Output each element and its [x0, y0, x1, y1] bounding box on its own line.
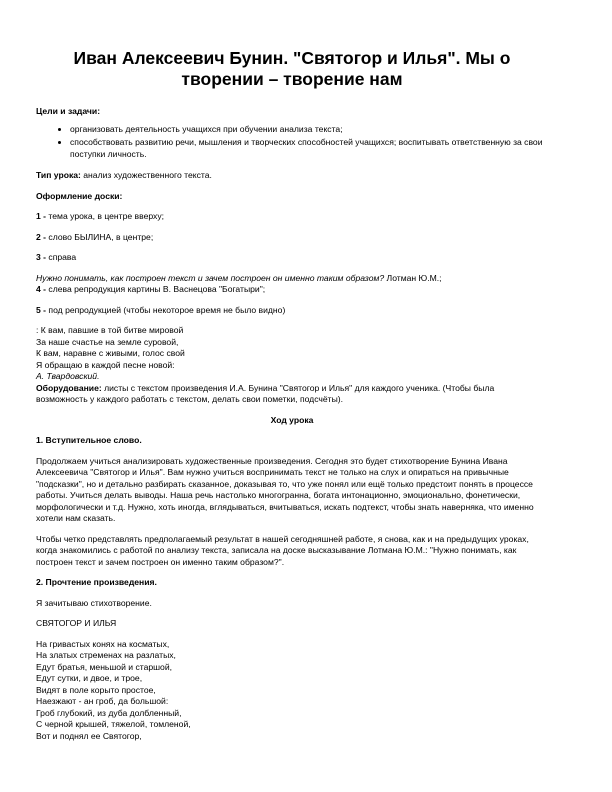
equipment-text: листы с текстом произведения И.А. Бунина "Святогор и Илья" для каждого ученика. (Чтобы была возможность у каждого работать с текстом, делать свои пометки, подсчёты).: [36, 382, 495, 404]
epigraph-line: : К вам, павшие в той битве мировой: [36, 325, 184, 335]
section-heading: 2. Прочтение произведения.: [36, 577, 157, 587]
paragraph: Я зачитываю стихотворение.: [36, 597, 152, 608]
equipment: [36, 383, 548, 406]
board-item: [36, 252, 548, 264]
epigraph-line: К вам, наравне с живыми, голос свой: [36, 348, 185, 358]
board-item-text: тема урока, в центре вверху;: [46, 211, 165, 221]
lesson-course-heading: Ход урока: [270, 414, 314, 425]
poem-line: Наезжают - ан гроб, да большой:: [36, 696, 169, 706]
epigraph-line: Я обращаю в каждой песне новой:: [36, 359, 175, 370]
board-item-number: 1 -: [36, 211, 47, 221]
board-item-number: 2 -: [36, 231, 47, 242]
board-item: [36, 232, 548, 244]
poem-line: С черной крышей, тяжелой, томленой,: [36, 719, 191, 729]
paragraph: Продолжаем учиться анализировать художественные произведения. Сегодня это будет стихотворение Бунина Ивана Алексеевича "Святогор и Илья". Вам нужно учиться воспринимать текст не только на слух и опираться на привычные "подсказки", но и детально разбирать сказанное, доказывая то, что уже понял или ещё только предстоит понять в процессе работы. Учиться делать выводы. Наша речь настолько многогранна, богата интонационно, эмоционально, фонетически, морфологически и т.д. Нужно, хоть иногда, вглядываться, вчитываться, искать подтекст, чтобы знать наверняка, что именно хотели нам сказать.: [36, 455, 534, 523]
equipment-label: Оборудование:: [36, 382, 102, 393]
board-item-text: слева репродукция картины В. Васнецова "Богатыри";: [46, 284, 266, 294]
poem-line: Видят в поле корыто простое,: [36, 684, 156, 695]
goals-list: [36, 124, 548, 161]
poem-line: На златых стременах на разлатых,: [36, 650, 176, 660]
epigraph: [36, 325, 548, 383]
epigraph-author: А. Твардовский.: [36, 371, 100, 381]
board-item-number: 4 -: [36, 284, 47, 294]
page-title: Иван Алексеевич Бунин. "Святогор и Илья". Мы о творении – творение нам: [73, 48, 511, 89]
lesson-type-label: Тип урока:: [36, 170, 81, 180]
poem-line: Едут братья, меньшой и старшой,: [36, 661, 173, 672]
poem-line: Гроб глубокий, из дуба долбленный,: [36, 707, 182, 718]
poem-line: Едут сутки, и двое, и трое,: [36, 673, 143, 683]
board-item-text: под репродукцией (чтобы некоторое время не было видно): [46, 304, 286, 315]
paragraph: Чтобы четко представлять предполагаемый результат в нашей сегодняшней работе, я снова, как и на предыдущих уроках, когда знакомились с работой по анализу текста, записала на доске высказывание Лотмана Ю.М.: "Нужно понимать, как построен текст и зачем построен он именно таким образом?".: [36, 533, 529, 567]
lesson-type-value: анализ художественного текста.: [80, 170, 212, 180]
poem-line: Вот и поднял ее Святогор,: [36, 730, 142, 741]
section-heading: 1. Вступительное слово.: [36, 435, 142, 445]
goals-heading: Цели и задачи:: [36, 106, 101, 116]
poem-line: На гривастых конях на косматых,: [36, 638, 170, 649]
poem-title: СВЯТОГОР И ИЛЬЯ: [36, 618, 117, 628]
document-page: [36, 48, 548, 742]
board-quote: [36, 273, 548, 285]
board-item-text: слово БЫЛИНА, в центре;: [46, 231, 154, 242]
board-heading: Оформление доски:: [36, 190, 123, 201]
board-item-number: 5 -: [36, 304, 47, 315]
quote-author: Лотман Ю.М.;: [384, 272, 442, 283]
goals-item: • организовать деятельность учащихся при обучении анализа текста;: [70, 124, 548, 136]
epigraph-line: За наше счастье на земле суровой,: [36, 336, 179, 347]
poem: [36, 639, 548, 743]
board-item: [36, 305, 548, 317]
board-item-number: 3 -: [36, 252, 47, 262]
board-item: [36, 284, 548, 296]
lesson-type: [36, 170, 548, 182]
board-item-text: справа: [46, 252, 77, 262]
board-item: [36, 211, 548, 223]
goals-item: • способствовать развитию речи, мышления и творческих способностей учащихся; воспитывать ответственную за свои поступки личность.: [70, 137, 548, 160]
quote-text: Нужно понимать, как построен текст и зачем построен он именно таким образом?: [36, 272, 385, 283]
